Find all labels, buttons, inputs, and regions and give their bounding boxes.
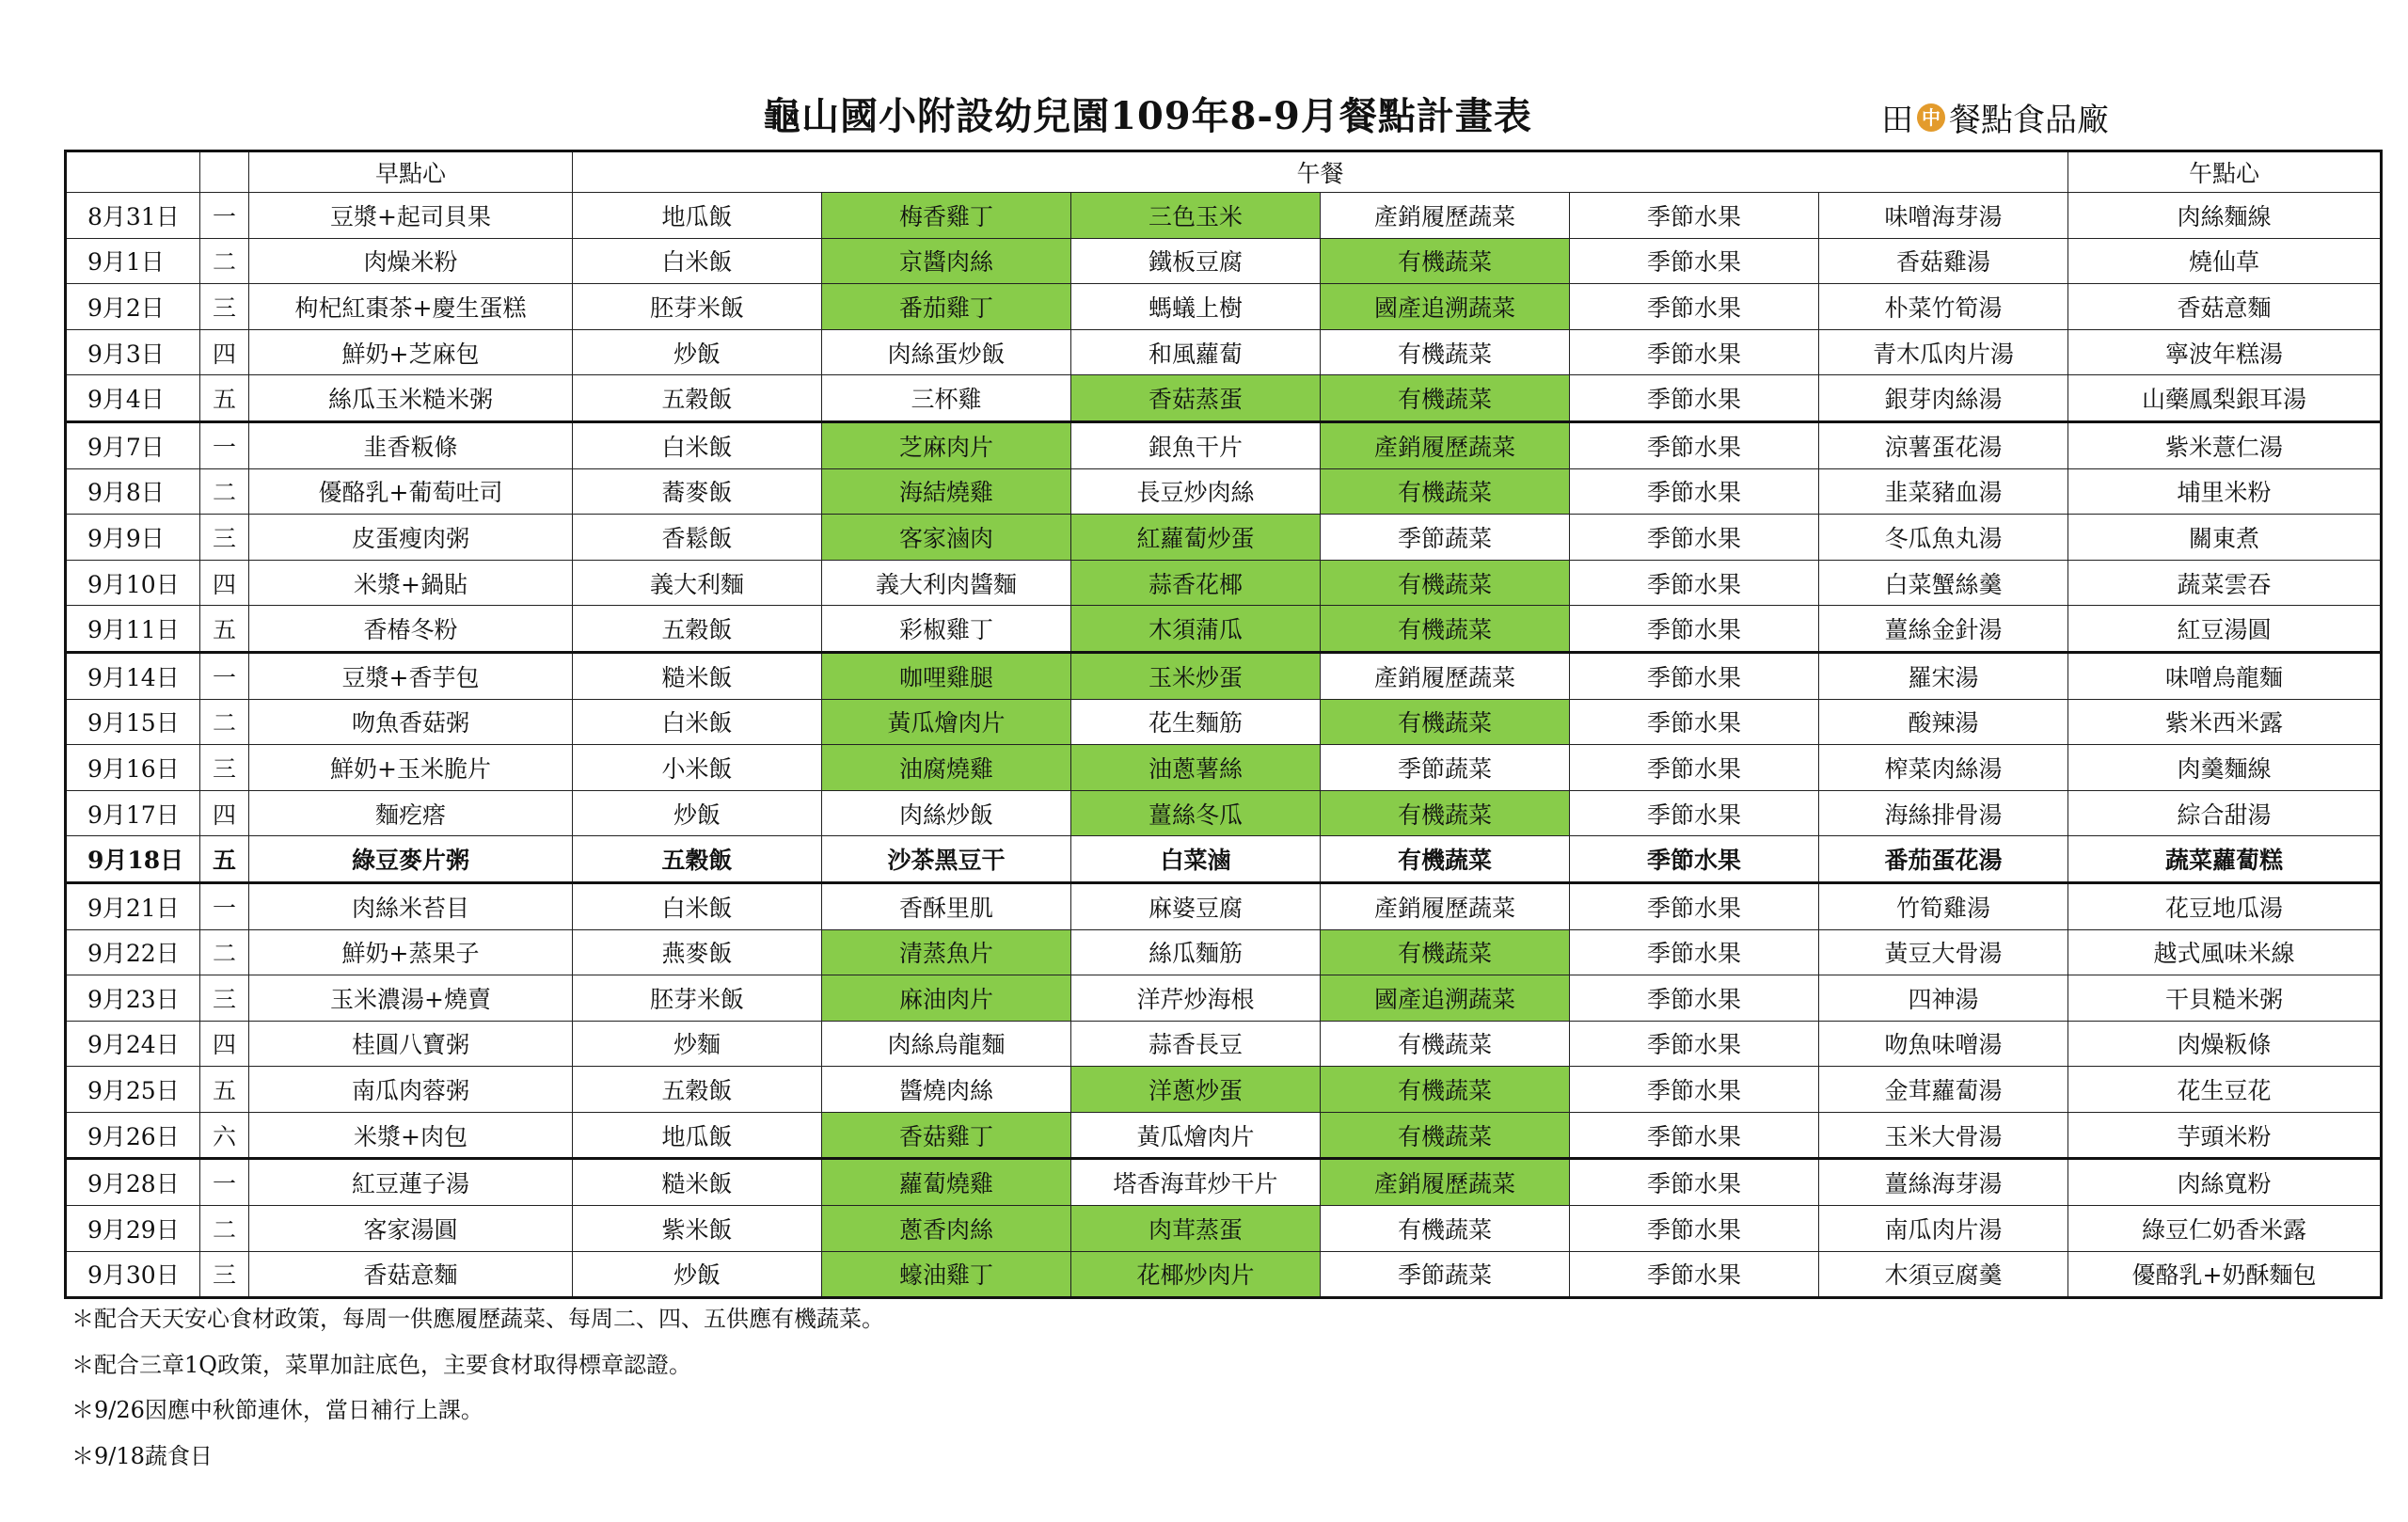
lunch-vegetable-cell: 有機蔬菜 [1321,699,1570,745]
lunch-vegetable-cell: 有機蔬菜 [1321,836,1570,883]
lunch-staple-cell: 五穀飯 [573,1067,822,1113]
breakfast-cell: 鮮奶+蒸果子 [249,929,573,975]
weekday-cell: 二 [200,1206,249,1252]
lunch-fruit-cell: 季節水果 [1570,929,1819,975]
lunch-main-cell: 油腐燒雞 [822,745,1071,791]
lunch-main-cell: 沙茶黑豆干 [822,836,1071,883]
lunch-vegetable-cell: 季節蔬菜 [1321,515,1570,561]
afternoon-snack-cell: 蔬菜蘿蔔糕 [2068,836,2382,883]
date-cell: 9月15日 [66,699,200,745]
lunch-side-cell: 香菇蒸蛋 [1071,375,1321,422]
lunch-fruit-cell: 季節水果 [1570,560,1819,606]
afternoon-snack-cell: 香菇意麵 [2068,284,2382,330]
lunch-side-cell: 紅蘿蔔炒蛋 [1071,515,1321,561]
vendor-brand [1881,94,2109,140]
afternoon-snack-cell: 山藥鳳梨銀耳湯 [2068,375,2382,422]
breakfast-cell: 綠豆麥片粥 [249,836,573,883]
afternoon-snack-cell: 紫米薏仁湯 [2068,421,2382,468]
lunch-soup-cell: 南瓜肉片湯 [1819,1206,2068,1252]
breakfast-cell: 豆漿+起司貝果 [249,193,573,239]
vendor-name: 餐點食品廠 [1949,102,2109,139]
lunch-side-cell: 絲瓜麵筋 [1071,929,1321,975]
table-row [66,284,2382,330]
lunch-vegetable-cell: 國產追溯蔬菜 [1321,284,1570,330]
lunch-staple-cell: 胚芽米飯 [573,975,822,1022]
weekday-cell: 一 [200,882,249,929]
lunch-main-cell: 京醬肉絲 [822,238,1071,284]
date-cell: 9月24日 [66,1021,200,1067]
table-row [66,606,2382,653]
table-row [66,1021,2382,1067]
lunch-main-cell: 醬燒肉絲 [822,1067,1071,1113]
date-cell: 9月14日 [66,652,200,699]
lunch-soup-cell: 朴菜竹筍湯 [1819,284,2068,330]
breakfast-cell: 肉燥米粉 [249,238,573,284]
weekday-cell: 三 [200,515,249,561]
header-breakfast: 早點心 [249,151,573,193]
header-weekday [200,151,249,193]
date-cell: 9月30日 [66,1251,200,1298]
weekday-cell: 五 [200,606,249,653]
afternoon-snack-cell: 優酪乳+奶酥麵包 [2068,1251,2382,1298]
breakfast-cell: 米漿+鍋貼 [249,560,573,606]
lunch-soup-cell: 玉米大骨湯 [1819,1112,2068,1159]
lunch-fruit-cell: 季節水果 [1570,238,1819,284]
afternoon-snack-cell: 蔬菜雲吞 [2068,560,2382,606]
lunch-main-cell: 客家滷肉 [822,515,1071,561]
lunch-staple-cell: 糙米飯 [573,652,822,699]
table-row [66,652,2382,699]
lunch-staple-cell: 炒飯 [573,329,822,375]
breakfast-cell: 優酪乳+葡萄吐司 [249,468,573,515]
lunch-side-cell: 洋芹炒海根 [1071,975,1321,1022]
lunch-fruit-cell: 季節水果 [1570,1021,1819,1067]
lunch-side-cell: 玉米炒蛋 [1071,652,1321,699]
lunch-vegetable-cell: 產銷履歷蔬菜 [1321,882,1570,929]
lunch-staple-cell: 香鬆飯 [573,515,822,561]
lunch-vegetable-cell: 有機蔬菜 [1321,468,1570,515]
lunch-side-cell: 麻婆豆腐 [1071,882,1321,929]
lunch-vegetable-cell: 有機蔬菜 [1321,1112,1570,1159]
lunch-main-cell: 番茄雞丁 [822,284,1071,330]
lunch-soup-cell: 黃豆大骨湯 [1819,929,2068,975]
lunch-fruit-cell: 季節水果 [1570,193,1819,239]
table-row [66,238,2382,284]
lunch-soup-cell: 青木瓜肉片湯 [1819,329,2068,375]
afternoon-snack-cell: 寧波年糕湯 [2068,329,2382,375]
breakfast-cell: 米漿+肉包 [249,1112,573,1159]
lunch-side-cell: 和風蘿蔔 [1071,329,1321,375]
lunch-staple-cell: 小米飯 [573,745,822,791]
lunch-fruit-cell: 季節水果 [1570,699,1819,745]
lunch-staple-cell: 義大利麵 [573,560,822,606]
lunch-vegetable-cell: 季節蔬菜 [1321,745,1570,791]
note-4: ＊9/18蔬食日 [71,1442,213,1469]
lunch-staple-cell: 炒飯 [573,1251,822,1298]
afternoon-snack-cell: 肉絲寬粉 [2068,1159,2382,1206]
breakfast-cell: 桂圓八寶粥 [249,1021,573,1067]
lunch-main-cell: 肉絲蛋炒飯 [822,329,1071,375]
afternoon-snack-cell: 味噌烏龍麵 [2068,652,2382,699]
breakfast-cell: 香椿冬粉 [249,606,573,653]
lunch-side-cell: 蒜香花椰 [1071,560,1321,606]
lunch-side-cell: 銀魚干片 [1071,421,1321,468]
lunch-staple-cell: 燕麥飯 [573,929,822,975]
meal-plan-table [64,150,2383,1299]
weekday-cell: 五 [200,836,249,883]
weekday-cell: 三 [200,975,249,1022]
note-1: ＊配合天天安心食材政策，每周一供應履歷蔬菜、每周二、四、五供應有機蔬菜。 [71,1306,884,1332]
lunch-soup-cell: 銀芽肉絲湯 [1819,375,2068,422]
lunch-side-cell: 洋蔥炒蛋 [1071,1067,1321,1113]
lunch-staple-cell: 糙米飯 [573,1159,822,1206]
weekday-cell: 三 [200,284,249,330]
date-cell: 9月9日 [66,515,200,561]
lunch-soup-cell: 四神湯 [1819,975,2068,1022]
lunch-staple-cell: 白米飯 [573,699,822,745]
lunch-staple-cell: 地瓜飯 [573,193,822,239]
breakfast-cell: 南瓜肉蓉粥 [249,1067,573,1113]
weekday-cell: 六 [200,1112,249,1159]
date-cell: 9月29日 [66,1206,200,1252]
date-cell: 8月31日 [66,193,200,239]
lunch-staple-cell: 五穀飯 [573,375,822,422]
lunch-fruit-cell: 季節水果 [1570,882,1819,929]
weekday-cell: 四 [200,790,249,836]
header-date [66,151,200,193]
page-title: 龜山國小附設幼兒園109年8-9月餐點計畫表 [763,94,1532,138]
date-cell: 9月18日 [66,836,200,883]
lunch-side-cell: 長豆炒肉絲 [1071,468,1321,515]
lunch-fruit-cell: 季節水果 [1570,329,1819,375]
date-cell: 9月10日 [66,560,200,606]
lunch-staple-cell: 炒飯 [573,790,822,836]
lunch-soup-cell: 韭菜豬血湯 [1819,468,2068,515]
afternoon-snack-cell: 紅豆湯圓 [2068,606,2382,653]
breakfast-cell: 玉米濃湯+燒賣 [249,975,573,1022]
breakfast-cell: 絲瓜玉米糙米粥 [249,375,573,422]
table-row [66,1112,2382,1159]
lunch-soup-cell: 薑絲金針湯 [1819,606,2068,653]
lunch-soup-cell: 香菇雞湯 [1819,238,2068,284]
afternoon-snack-cell: 肉絲麵線 [2068,193,2382,239]
weekday-cell: 五 [200,375,249,422]
lunch-vegetable-cell: 有機蔬菜 [1321,606,1570,653]
lunch-fruit-cell: 季節水果 [1570,790,1819,836]
table-row [66,1206,2382,1252]
afternoon-snack-cell: 燒仙草 [2068,238,2382,284]
weekday-cell: 三 [200,1251,249,1298]
afternoon-snack-cell: 肉羹麵線 [2068,745,2382,791]
lunch-side-cell: 花生麵筋 [1071,699,1321,745]
date-cell: 9月23日 [66,975,200,1022]
lunch-fruit-cell: 季節水果 [1570,1251,1819,1298]
lunch-fruit-cell: 季節水果 [1570,1159,1819,1206]
vendor-prefix: 田 [1881,102,1913,139]
afternoon-snack-cell: 芋頭米粉 [2068,1112,2382,1159]
lunch-soup-cell: 木須豆腐羹 [1819,1251,2068,1298]
lunch-fruit-cell: 季節水果 [1570,836,1819,883]
lunch-vegetable-cell: 國產追溯蔬菜 [1321,975,1570,1022]
lunch-soup-cell: 番茄蛋花湯 [1819,836,2068,883]
table-row [66,929,2382,975]
table-row [66,882,2382,929]
table-row [66,699,2382,745]
lunch-side-cell: 黃瓜燴肉片 [1071,1112,1321,1159]
lunch-staple-cell: 白米飯 [573,882,822,929]
date-cell: 9月2日 [66,284,200,330]
breakfast-cell: 麵疙瘩 [249,790,573,836]
afternoon-snack-cell: 花生豆花 [2068,1067,2382,1113]
lunch-side-cell: 花椰炒肉片 [1071,1251,1321,1298]
lunch-side-cell: 白菜滷 [1071,836,1321,883]
breakfast-cell: 鮮奶+芝麻包 [249,329,573,375]
lunch-main-cell: 海結燒雞 [822,468,1071,515]
lunch-main-cell: 香酥里肌 [822,882,1071,929]
lunch-fruit-cell: 季節水果 [1570,375,1819,422]
lunch-vegetable-cell: 有機蔬菜 [1321,790,1570,836]
lunch-soup-cell: 冬瓜魚丸湯 [1819,515,2068,561]
table-row [66,975,2382,1022]
lunch-vegetable-cell: 有機蔬菜 [1321,1021,1570,1067]
breakfast-cell: 鮮奶+玉米脆片 [249,745,573,791]
date-cell: 9月4日 [66,375,200,422]
table-row [66,375,2382,422]
afternoon-snack-cell: 越式風味米線 [2068,929,2382,975]
lunch-fruit-cell: 季節水果 [1570,1067,1819,1113]
lunch-vegetable-cell: 產銷履歷蔬菜 [1321,193,1570,239]
lunch-fruit-cell: 季節水果 [1570,1206,1819,1252]
header-afternoon: 午點心 [2068,151,2382,193]
weekday-cell: 一 [200,193,249,239]
lunch-fruit-cell: 季節水果 [1570,606,1819,653]
lunch-staple-cell: 五穀飯 [573,836,822,883]
notes [71,1296,884,1479]
date-cell: 9月3日 [66,329,200,375]
lunch-fruit-cell: 季節水果 [1570,975,1819,1022]
lunch-side-cell: 肉茸蒸蛋 [1071,1206,1321,1252]
breakfast-cell: 肉絲米苔目 [249,882,573,929]
table-row [66,836,2382,883]
lunch-vegetable-cell: 有機蔬菜 [1321,238,1570,284]
lunch-main-cell: 彩椒雞丁 [822,606,1071,653]
lunch-staple-cell: 炒麵 [573,1021,822,1067]
date-cell: 9月17日 [66,790,200,836]
lunch-fruit-cell: 季節水果 [1570,515,1819,561]
afternoon-snack-cell: 紫米西米露 [2068,699,2382,745]
breakfast-cell: 皮蛋瘦肉粥 [249,515,573,561]
afternoon-snack-cell: 綠豆仁奶香米露 [2068,1206,2382,1252]
table-row [66,1067,2382,1113]
table-row [66,193,2382,239]
lunch-side-cell: 薑絲冬瓜 [1071,790,1321,836]
lunch-side-cell: 塔香海茸炒干片 [1071,1159,1321,1206]
breakfast-cell: 韭香粄條 [249,421,573,468]
lunch-main-cell: 梅香雞丁 [822,193,1071,239]
date-cell: 9月1日 [66,238,200,284]
date-cell: 9月22日 [66,929,200,975]
lunch-soup-cell: 薑絲海芽湯 [1819,1159,2068,1206]
breakfast-cell: 客家湯圓 [249,1206,573,1252]
afternoon-snack-cell: 埔里米粉 [2068,468,2382,515]
weekday-cell: 四 [200,560,249,606]
lunch-soup-cell: 羅宋湯 [1819,652,2068,699]
weekday-cell: 三 [200,745,249,791]
lunch-vegetable-cell: 有機蔬菜 [1321,1206,1570,1252]
lunch-vegetable-cell: 有機蔬菜 [1321,375,1570,422]
breakfast-cell: 紅豆蓮子湯 [249,1159,573,1206]
lunch-fruit-cell: 季節水果 [1570,284,1819,330]
afternoon-snack-cell: 關東煮 [2068,515,2382,561]
lunch-staple-cell: 蕎麥飯 [573,468,822,515]
weekday-cell: 二 [200,929,249,975]
table-row [66,421,2382,468]
date-cell: 9月7日 [66,421,200,468]
breakfast-cell: 香菇意麵 [249,1251,573,1298]
lunch-main-cell: 麻油肉片 [822,975,1071,1022]
date-cell: 9月16日 [66,745,200,791]
lunch-vegetable-cell: 有機蔬菜 [1321,1067,1570,1113]
vendor-logo-icon: 中 [1917,103,1945,132]
lunch-staple-cell: 紫米飯 [573,1206,822,1252]
afternoon-snack-cell: 肉燥粄條 [2068,1021,2382,1067]
lunch-fruit-cell: 季節水果 [1570,468,1819,515]
lunch-side-cell: 油蔥薯絲 [1071,745,1321,791]
weekday-cell: 一 [200,421,249,468]
weekday-cell: 四 [200,329,249,375]
lunch-main-cell: 三杯雞 [822,375,1071,422]
table-row [66,1159,2382,1206]
lunch-fruit-cell: 季節水果 [1570,421,1819,468]
lunch-main-cell: 清蒸魚片 [822,929,1071,975]
date-cell: 9月8日 [66,468,200,515]
table-row [66,745,2382,791]
lunch-side-cell: 螞蟻上樹 [1071,284,1321,330]
lunch-main-cell: 蘿蔔燒雞 [822,1159,1071,1206]
lunch-soup-cell: 金茸蘿蔔湯 [1819,1067,2068,1113]
breakfast-cell: 豆漿+香芋包 [249,652,573,699]
breakfast-cell: 吻魚香菇粥 [249,699,573,745]
lunch-vegetable-cell: 有機蔬菜 [1321,929,1570,975]
lunch-staple-cell: 地瓜飯 [573,1112,822,1159]
lunch-staple-cell: 白米飯 [573,238,822,284]
table-row [66,1251,2382,1298]
lunch-soup-cell: 竹筍雞湯 [1819,882,2068,929]
lunch-vegetable-cell: 有機蔬菜 [1321,329,1570,375]
lunch-soup-cell: 涼薯蛋花湯 [1819,421,2068,468]
lunch-soup-cell: 味噌海芽湯 [1819,193,2068,239]
lunch-vegetable-cell: 季節蔬菜 [1321,1251,1570,1298]
lunch-main-cell: 蔥香肉絲 [822,1206,1071,1252]
lunch-fruit-cell: 季節水果 [1570,652,1819,699]
afternoon-snack-cell: 花豆地瓜湯 [2068,882,2382,929]
table-row [66,515,2382,561]
table-row [66,560,2382,606]
lunch-soup-cell: 海絲排骨湯 [1819,790,2068,836]
date-cell: 9月25日 [66,1067,200,1113]
lunch-main-cell: 咖哩雞腿 [822,652,1071,699]
lunch-vegetable-cell: 有機蔬菜 [1321,560,1570,606]
lunch-staple-cell: 胚芽米飯 [573,284,822,330]
date-cell: 9月26日 [66,1112,200,1159]
table-row [66,329,2382,375]
lunch-vegetable-cell: 產銷履歷蔬菜 [1321,652,1570,699]
weekday-cell: 一 [200,1159,249,1206]
weekday-cell: 四 [200,1021,249,1067]
breakfast-cell: 枸杞紅棗茶+慶生蛋糕 [249,284,573,330]
date-cell: 9月28日 [66,1159,200,1206]
lunch-main-cell: 芝麻肉片 [822,421,1071,468]
lunch-soup-cell: 吻魚味噌湯 [1819,1021,2068,1067]
weekday-cell: 二 [200,468,249,515]
afternoon-snack-cell: 干貝糙米粥 [2068,975,2382,1022]
lunch-vegetable-cell: 產銷履歷蔬菜 [1321,421,1570,468]
lunch-vegetable-cell: 產銷履歷蔬菜 [1321,1159,1570,1206]
lunch-soup-cell: 榨菜肉絲湯 [1819,745,2068,791]
date-cell: 9月21日 [66,882,200,929]
lunch-soup-cell: 酸辣湯 [1819,699,2068,745]
lunch-main-cell: 香菇雞丁 [822,1112,1071,1159]
weekday-cell: 五 [200,1067,249,1113]
lunch-soup-cell: 白菜蟹絲羹 [1819,560,2068,606]
lunch-fruit-cell: 季節水果 [1570,1112,1819,1159]
note-3: ＊9/26因應中秋節連休，當日補行上課。 [71,1397,483,1423]
header-lunch: 午餐 [573,151,2068,193]
lunch-side-cell: 鐵板豆腐 [1071,238,1321,284]
lunch-fruit-cell: 季節水果 [1570,745,1819,791]
lunch-main-cell: 肉絲炒飯 [822,790,1071,836]
lunch-main-cell: 肉絲烏龍麵 [822,1021,1071,1067]
date-cell: 9月11日 [66,606,200,653]
lunch-side-cell: 蒜香長豆 [1071,1021,1321,1067]
lunch-side-cell: 三色玉米 [1071,193,1321,239]
lunch-side-cell: 木須蒲瓜 [1071,606,1321,653]
lunch-main-cell: 蠔油雞丁 [822,1251,1071,1298]
note-2: ＊配合三章1Q政策，菜單加註底色，主要食材取得標章認證。 [71,1351,691,1378]
table-row [66,790,2382,836]
lunch-staple-cell: 五穀飯 [573,606,822,653]
lunch-main-cell: 義大利肉醬麵 [822,560,1071,606]
table-row [66,468,2382,515]
lunch-main-cell: 黃瓜燴肉片 [822,699,1071,745]
table-header-row [66,151,2382,193]
weekday-cell: 一 [200,652,249,699]
lunch-staple-cell: 白米飯 [573,421,822,468]
weekday-cell: 二 [200,238,249,284]
weekday-cell: 二 [200,699,249,745]
afternoon-snack-cell: 綜合甜湯 [2068,790,2382,836]
